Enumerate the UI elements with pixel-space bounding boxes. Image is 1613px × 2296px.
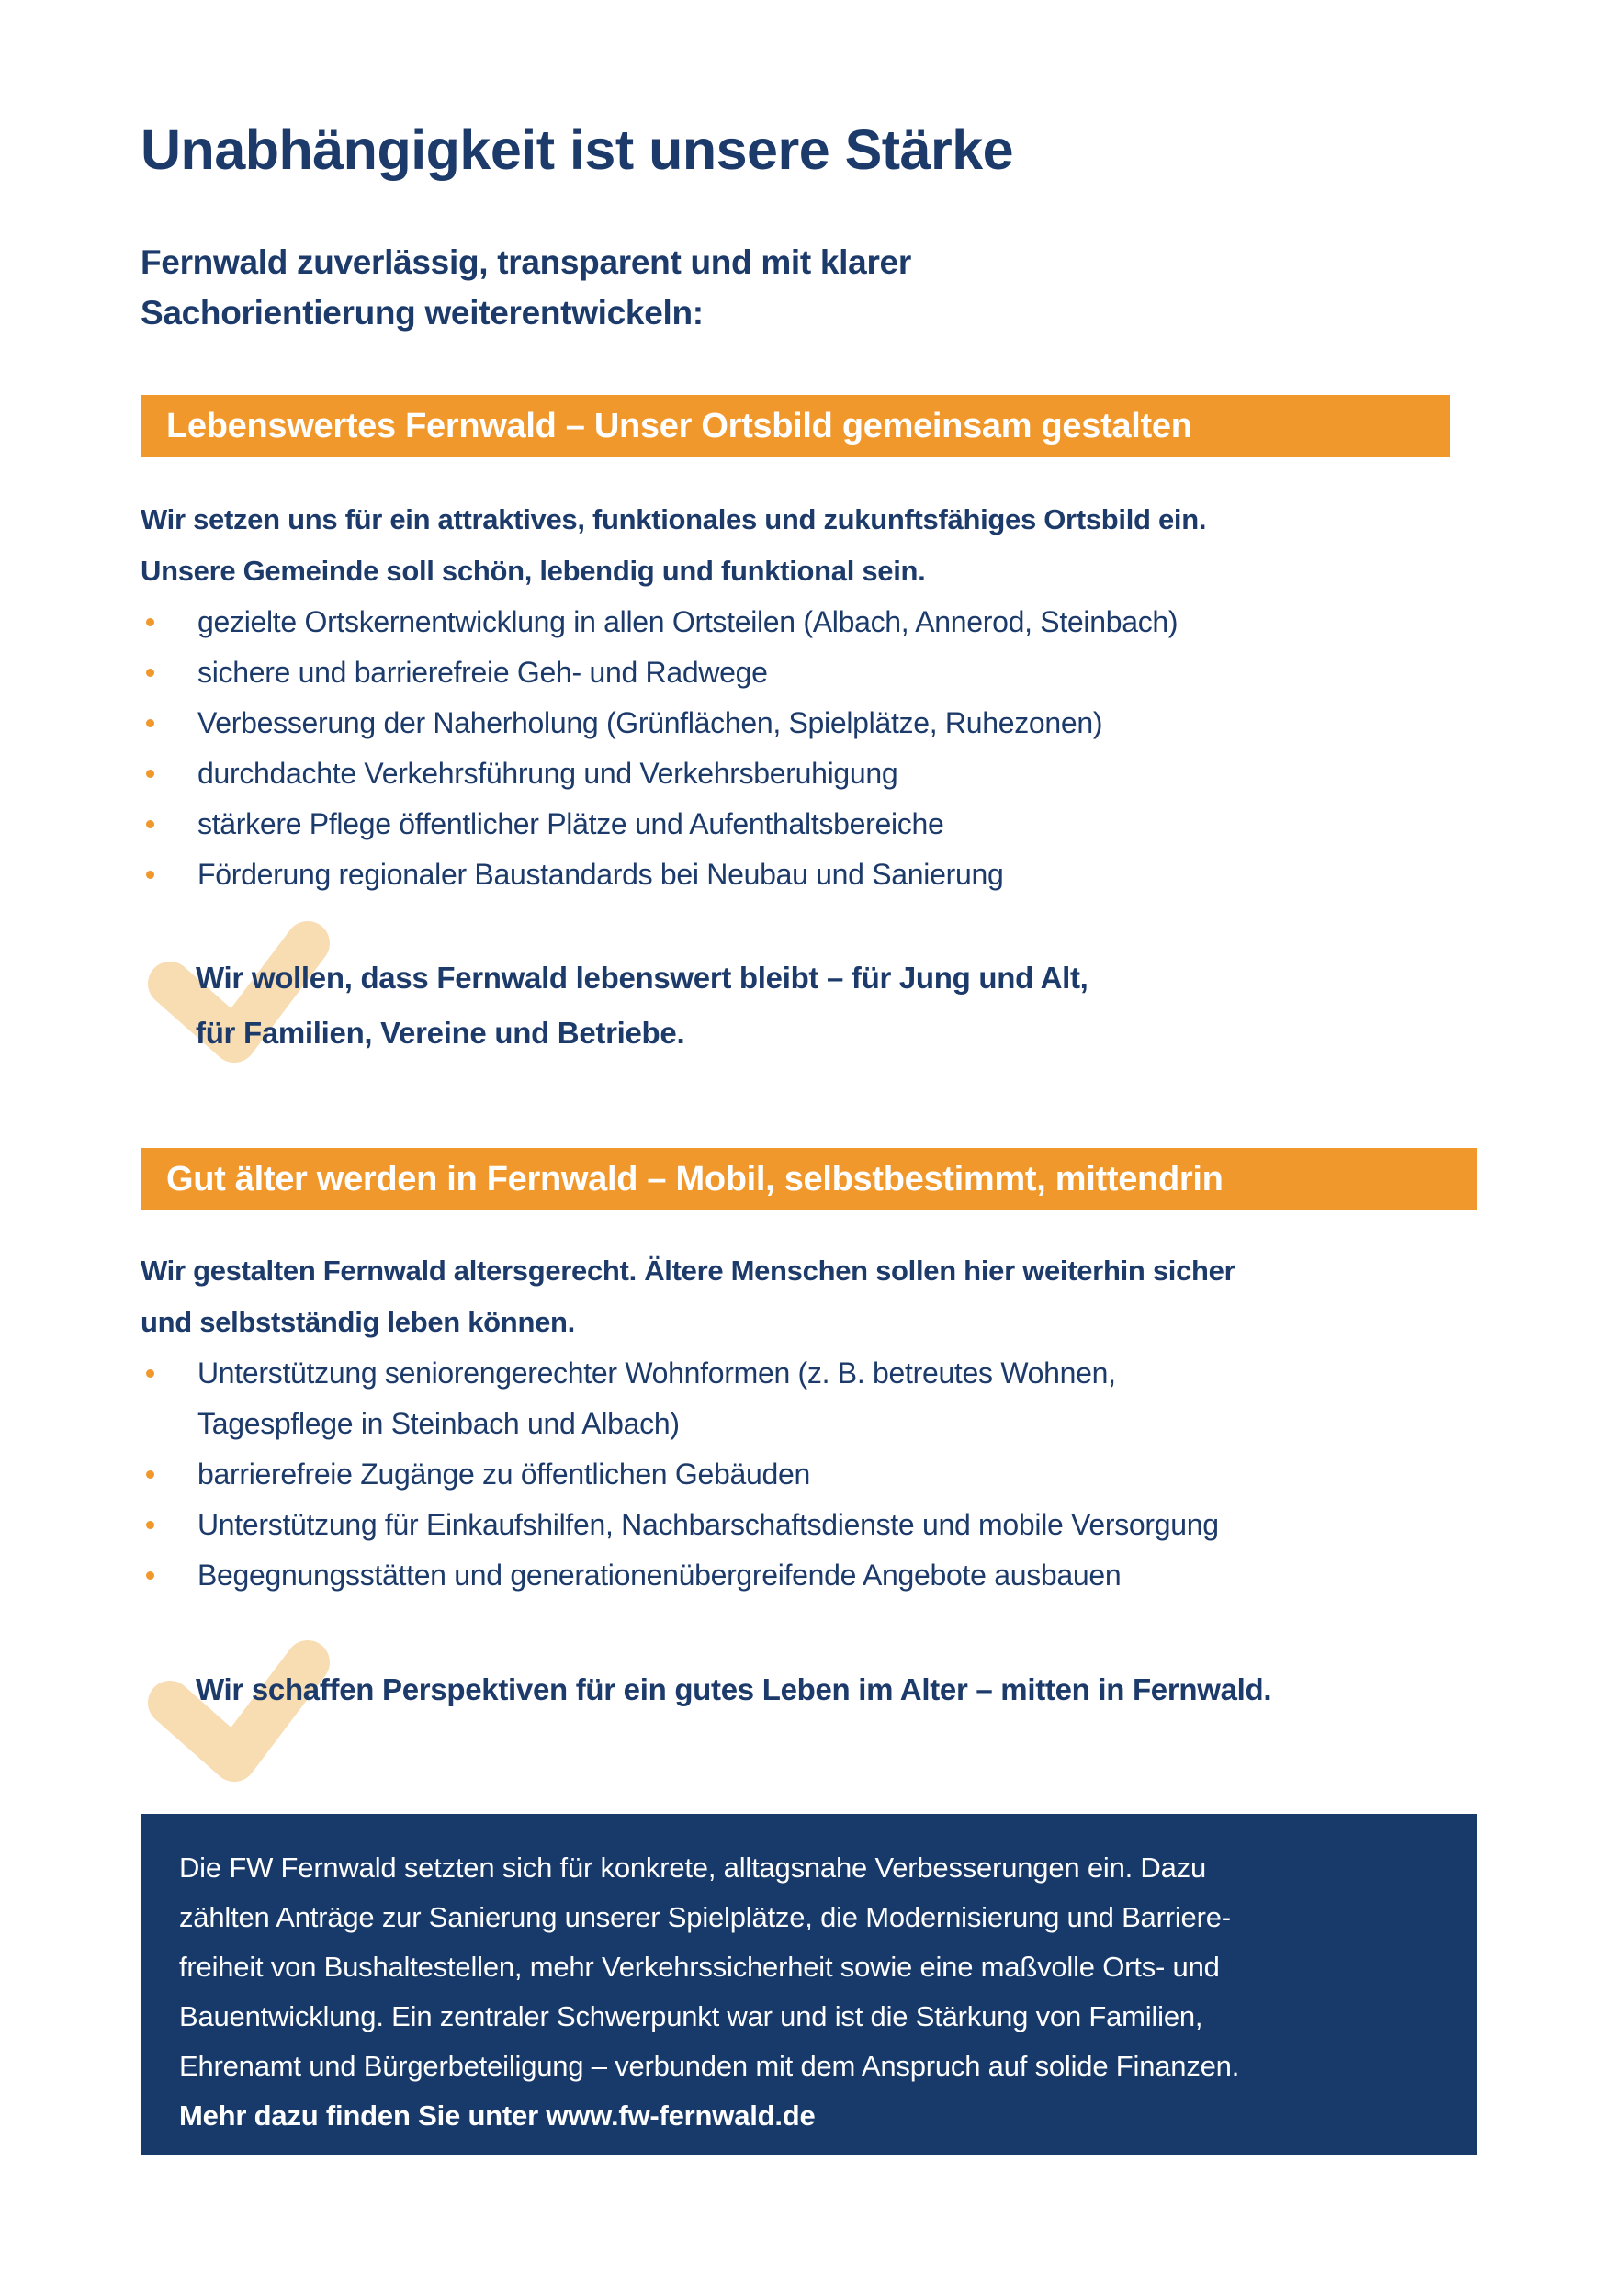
section2-intro [141, 1245, 1235, 1348]
bullet-text: sichere und barrierefreie Geh- und Radwege [197, 656, 768, 689]
bullet-dot-icon [146, 669, 154, 677]
highlight-line: Wir schaffen Perspektiven für ein gutes Leben im Alter – mitten in Fernwald. [196, 1672, 1272, 1706]
bullet-text: Verbesserung der Naherholung (Grünflächen, Spielplätze, Ruhezonen) [197, 706, 1103, 739]
bullet-text: gezielte Ortskernentwicklung in allen Ortsteilen (Albach, Annerod, Steinbach) [197, 605, 1179, 638]
list-item [141, 1500, 1477, 1550]
list-item [141, 1550, 1477, 1601]
subtitle-line: Sachorientierung weiterentwickeln: [141, 294, 704, 332]
highlight-line: für Familien, Vereine und Betriebe. [196, 1016, 685, 1050]
list-item [141, 850, 1477, 900]
section1-banner: Lebenswertes Fernwald – Unser Ortsbild gemeinsam gestalten [141, 395, 1450, 457]
bullet-text: durchdachte Verkehrsführung und Verkehrsberuhigung [197, 757, 898, 790]
list-item [141, 698, 1477, 748]
page-subtitle [141, 237, 911, 338]
bullet-dot-icon [146, 1369, 154, 1378]
bullet-text: Begegnungsstätten und generationenübergreifende Angebote ausbauen [197, 1559, 1122, 1592]
bullet-dot-icon [146, 1521, 154, 1529]
section2-bullet-list [141, 1348, 1477, 1601]
list-item [141, 799, 1477, 850]
section1-bullet-list [141, 597, 1477, 900]
intro-line: Unsere Gemeinde soll schön, lebendig und funktional sein. [141, 555, 926, 587]
info-box-line: zählten Anträge zur Sanierung unserer Spielplätze, die Modernisierung und Barriere- [179, 1901, 1231, 1933]
bullet-text-wrap: Tagespflege in Steinbach und Albach) [197, 1407, 680, 1440]
bullet-dot-icon [146, 770, 154, 778]
section1-intro [141, 494, 1206, 597]
list-item [141, 597, 1477, 647]
website-line: Mehr dazu finden Sie unter www.fw-fernwald.de [179, 2099, 816, 2132]
list-item [141, 1449, 1477, 1500]
info-box-line: freiheit von Bushaltestellen, mehr Verkehrssicherheit sowie eine maßvolle Orts- und [179, 1951, 1220, 1983]
list-item [141, 748, 1477, 799]
highlight-line: Wir wollen, dass Fernwald lebenswert bleibt – für Jung und Alt, [196, 961, 1088, 995]
section2-highlight [141, 1642, 1477, 1717]
intro-line: Wir setzen uns für ein attraktives, funktionales und zukunftsfähiges Ortsbild ein. [141, 503, 1207, 535]
bullet-text: stärkere Pflege öffentlicher Plätze und Aufenthaltsbereiche [197, 807, 944, 840]
section2-banner: Gut älter werden in Fernwald – Mobil, selbstbestimmt, mittendrin [141, 1148, 1477, 1210]
bullet-dot-icon [146, 820, 154, 828]
bullet-dot-icon [146, 1571, 154, 1580]
page-title: Unabhängigkeit ist unsere Stärke [141, 118, 1014, 181]
highlight-text [196, 923, 1477, 1061]
bullet-dot-icon [146, 1470, 154, 1479]
info-box-line: Ehrenamt und Bürgerbeteiligung – verbunden mit dem Anspruch auf solide Finanzen. [179, 2050, 1240, 2082]
intro-line: Wir gestalten Fernwald altersgerecht. Ältere Menschen sollen hier weiterhin sicher [141, 1255, 1235, 1287]
bullet-dot-icon [146, 719, 154, 727]
bullet-text: Unterstützung seniorengerechter Wohnformen (z. B. betreutes Wohnen, [197, 1356, 1116, 1390]
bullet-text: Unterstützung für Einkaufshilfen, Nachbarschaftsdienste und mobile Versorgung [197, 1508, 1219, 1541]
bullet-text: barrierefreie Zugänge zu öffentlichen Gebäuden [197, 1458, 810, 1491]
intro-line: und selbstständig leben können. [141, 1306, 575, 1338]
highlight-text [196, 1642, 1477, 1717]
list-item [141, 647, 1477, 698]
subtitle-line: Fernwald zuverlässig, transparent und mit klarer [141, 243, 911, 281]
info-box [141, 1814, 1477, 2155]
list-item [141, 1348, 1477, 1449]
bullet-dot-icon [146, 871, 154, 879]
bullet-text: Förderung regionaler Baustandards bei Neubau und Sanierung [197, 858, 1004, 891]
section1-highlight [141, 923, 1477, 1061]
info-box-line: Die FW Fernwald setzten sich für konkrete, alltagsnahe Verbesserungen ein. Dazu [179, 1851, 1207, 1884]
info-box-line: Bauentwicklung. Ein zentraler Schwerpunkt war und ist die Stärkung von Familien, [179, 2000, 1203, 2032]
bullet-dot-icon [146, 618, 154, 626]
